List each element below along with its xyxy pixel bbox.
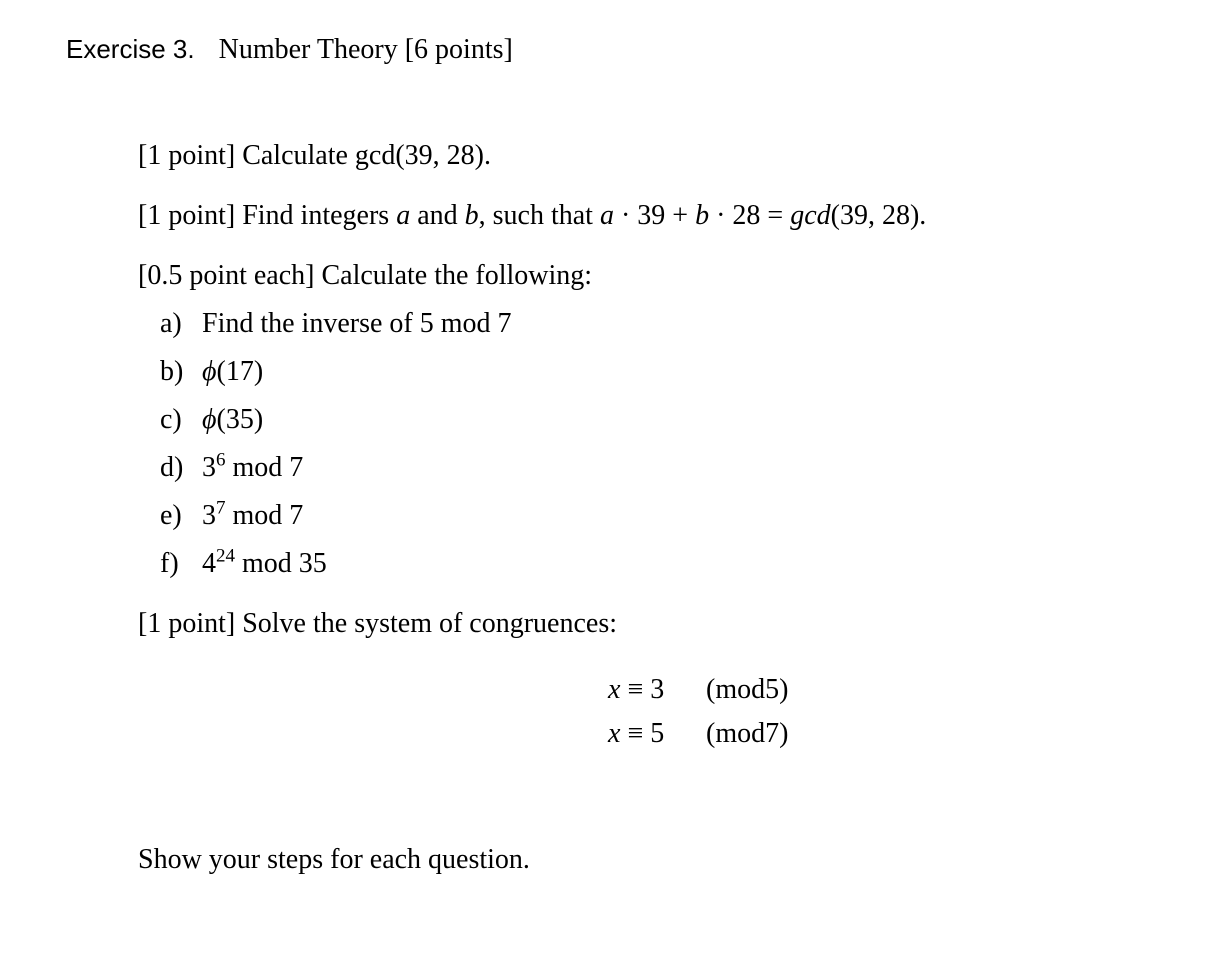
- list-item: a) Find the inverse of 5 mod 7: [160, 308, 512, 339]
- list-item: b) ϕ(17): [160, 356, 264, 387]
- question-congruence-intro: [1 point] Solve the system of congruences:: [138, 608, 618, 639]
- footer-instruction: Show your steps for each question.: [138, 844, 530, 875]
- list-item: c) ϕ(35): [160, 404, 264, 435]
- list-item: e) $3^7$ mod 7: [160, 497, 304, 531]
- list-item: d) $3^6$ mod 7: [160, 449, 304, 483]
- list-item: f) $4^{24}$ mod 35: [160, 545, 327, 579]
- question-calculate-intro: [0.5 point each] Calculate the following:: [138, 260, 593, 291]
- exercise-heading: [66, 36, 513, 64]
- question-bezout: [1 point] Find integers a and b, such that a · 39 + b · 28 = gcd(39, 28).: [138, 200, 927, 231]
- exercise-label: Exercise 3.: [66, 34, 195, 64]
- exercise-title: Number Theory [6 points]: [218, 34, 513, 65]
- question-gcd: [1 point] Calculate gcd(39, 28).: [138, 140, 492, 171]
